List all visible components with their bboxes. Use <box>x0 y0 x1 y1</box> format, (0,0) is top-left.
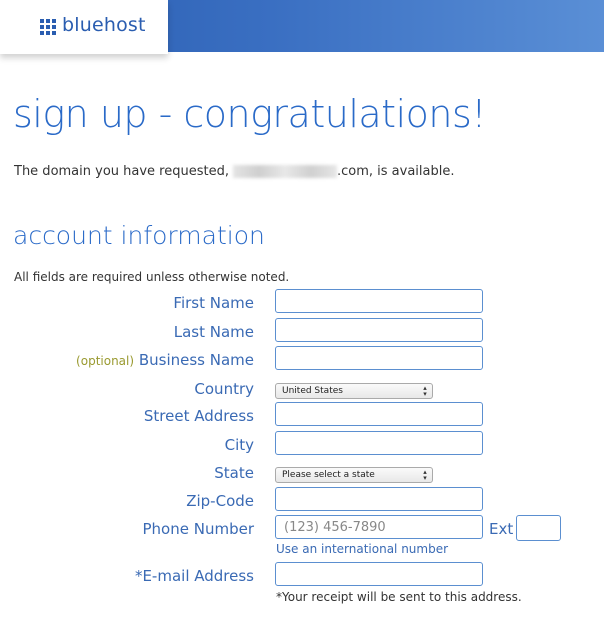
state-value: Please select a state <box>282 470 375 480</box>
domain-prefix: The domain you have requested, <box>14 164 229 179</box>
domain-availability <box>14 164 454 179</box>
brand-name: bluehost <box>62 14 146 36</box>
ext-input[interactable] <box>516 515 561 541</box>
select-arrows-icon: ▴ ▾ <box>423 468 427 482</box>
business-name-label <box>76 351 254 369</box>
city-label: City <box>224 436 254 454</box>
select-arrows-icon: ▴ ▾ <box>423 384 427 398</box>
country-value: United States <box>282 386 343 396</box>
city-input[interactable] <box>275 431 483 455</box>
first-name-input[interactable] <box>275 289 483 313</box>
ext-label: Ext <box>489 520 514 538</box>
street-address-input[interactable] <box>275 402 483 426</box>
email-note: *Your receipt will be sent to this address. <box>276 590 522 604</box>
optional-tag: (optional) <box>76 354 135 368</box>
last-name-label: Last Name <box>173 323 254 341</box>
business-name-input[interactable] <box>275 346 483 370</box>
country-label: Country <box>194 380 254 398</box>
zip-code-label: Zip-Code <box>186 492 254 510</box>
email-label: *E-mail Address <box>134 567 254 585</box>
redacted-domain <box>233 165 337 178</box>
country-select[interactable] <box>275 383 433 399</box>
state-label: State <box>214 464 254 482</box>
grid-logo-icon <box>40 19 56 33</box>
required-note: All fields are required unless otherwise noted. <box>14 270 290 284</box>
state-select[interactable] <box>275 467 433 483</box>
business-name-text: Business Name <box>138 351 254 369</box>
phone-number-label: Phone Number <box>142 520 254 538</box>
first-name-label: First Name <box>173 294 254 312</box>
section-title: account information <box>13 221 265 250</box>
phone-hint-link[interactable]: Use an international number <box>276 542 449 556</box>
page-title: sign up - congratulations! <box>13 92 486 136</box>
street-address-label: Street Address <box>143 407 254 425</box>
zip-code-input[interactable] <box>275 487 483 511</box>
phone-number-input[interactable] <box>275 515 483 539</box>
domain-suffix: .com, is available. <box>336 164 455 179</box>
email-input[interactable] <box>275 562 483 586</box>
logo[interactable] <box>0 0 168 54</box>
phone-placeholder: (123) 456-7890 <box>284 520 386 535</box>
last-name-input[interactable] <box>275 318 483 342</box>
